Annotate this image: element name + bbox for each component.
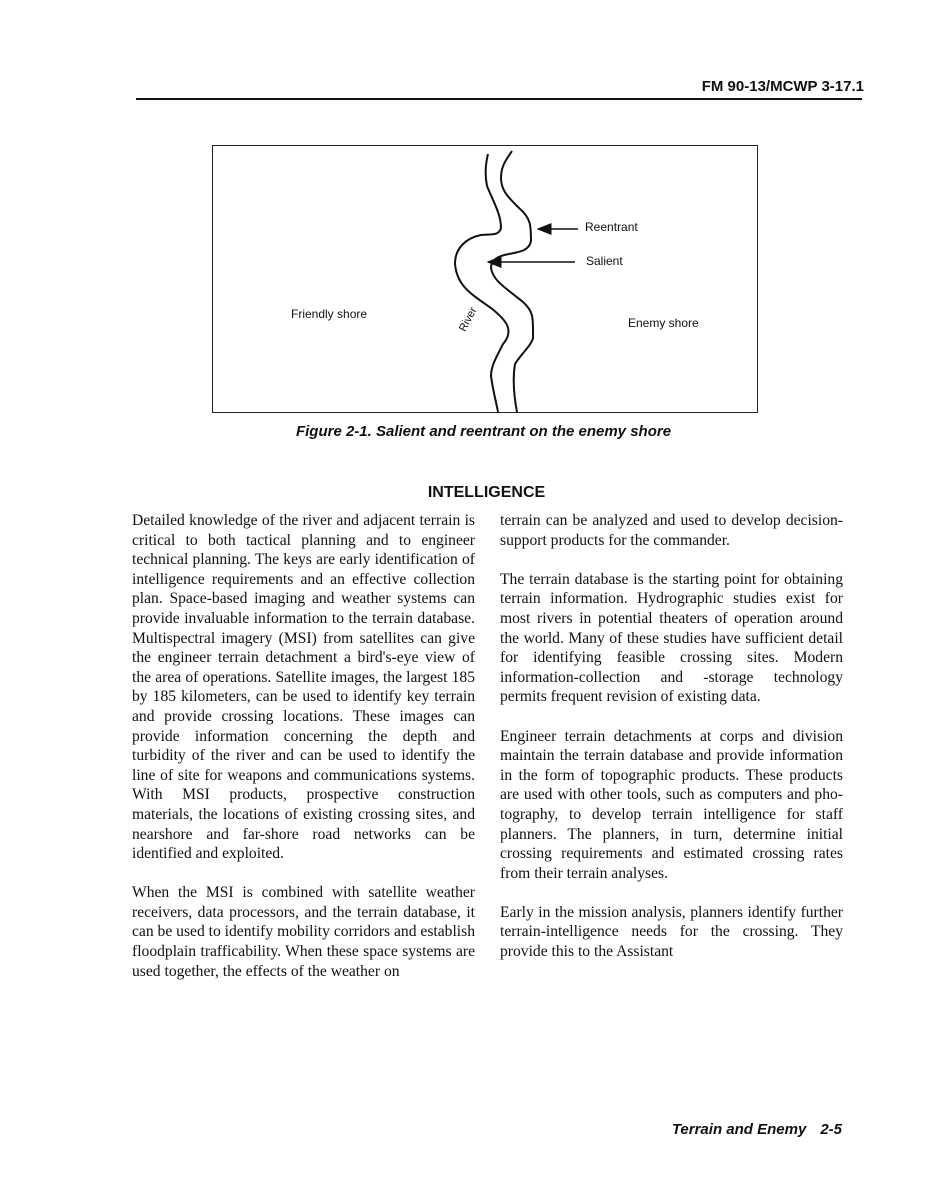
page-footer bbox=[672, 1121, 842, 1138]
document-id-header: FM 90-13/MCWP 3-17.1 bbox=[701, 78, 864, 95]
paragraph: The terrain database is the starting point for obtaining terrain information. Hydrographic studies exist for most rivers in potential theaters of operation around the world. Many of these studies have sufficient detail for identifying feasible crossing sites. Modern information-collection and -storage technology permits frequent revision of existing data. bbox=[500, 570, 843, 706]
river-label: River bbox=[457, 305, 480, 334]
page-number: 2-5 bbox=[820, 1121, 842, 1138]
figure-salient-reentrant bbox=[212, 145, 758, 413]
paragraph: Early in the mission analysis, planners identify further terrain-intelligence needs for the crossing. They provide this to the Assistant bbox=[500, 903, 843, 961]
salient-label: Salient bbox=[586, 254, 623, 268]
chapter-title: Terrain and Enemy bbox=[671, 1121, 807, 1138]
paragraph: terrain can be analyzed and used to develop decision-support products for the commander. bbox=[500, 512, 843, 549]
reentrant-label: Reentrant bbox=[585, 220, 638, 234]
river-diagram bbox=[213, 146, 759, 414]
header-rule bbox=[136, 98, 862, 100]
river-right-bank bbox=[491, 151, 533, 412]
paragraph: When the MSI is combined with satellite weather receivers, data processors, and the terrain database, it can be used to identify mobility corridors and establish floodplain trafficability. When these space systems are used together, the effects of the weather on bbox=[132, 884, 475, 980]
left-column bbox=[132, 511, 475, 1001]
figure-caption: Figure 2-1. Salient and reentrant on the enemy shore bbox=[295, 423, 672, 440]
section-heading: INTELLIGENCE bbox=[427, 484, 546, 501]
friendly-shore-label: Friendly shore bbox=[291, 307, 368, 321]
right-column bbox=[500, 511, 843, 981]
paragraph: Engineer terrain detachments at corps and division maintain the terrain database and provide information in the form of topographic products. These products are used with other tools, such as computers and photography, to develop terrain intelligence for staff planners. The planners, in turn, determine initial crossing requirements and estimated crossing rates from their terrain analyses. bbox=[500, 727, 843, 882]
enemy-shore-label: Enemy shore bbox=[628, 316, 699, 330]
paragraph: Detailed knowledge of the river and adjacent terrain is critical to both tactical planning and to engineer technical planning. The keys are early identification of intelligence requirements and an effective collection plan. Space-based imaging and weather systems can provide invaluable information to the terrain database. Multispectral imagery (MSI) from satellites can give the engineer terrain detachment a bird's-eye view of the area of operations. Satellite images, the largest 185 by 185 kilometers, can be used to identify key terrain and provide crossing locations. These images can provide information concerning the depth and turbidity of the river and can be used to identify the line of site for weapons and communications systems. With MSI products, prospective construction materials, the locations of existing crossing sites, and nearshore and far-shore road networks can be identified and exploited. bbox=[132, 512, 475, 863]
